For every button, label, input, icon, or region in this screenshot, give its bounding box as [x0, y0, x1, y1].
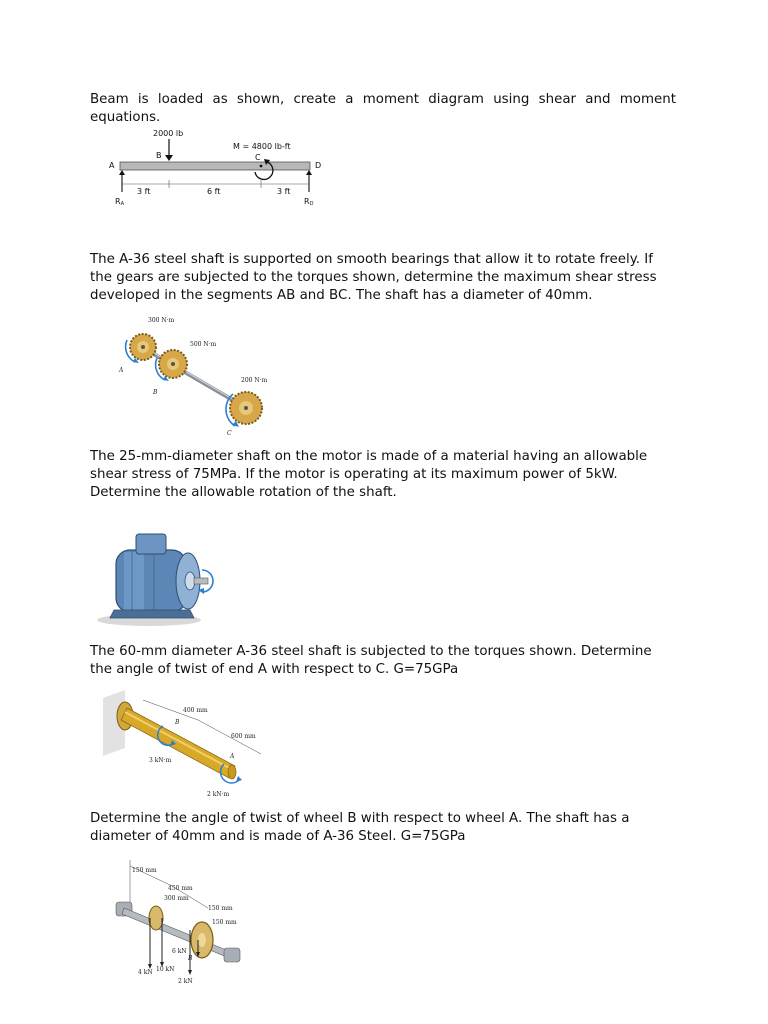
beam-moment-label: M = 4800 lb-ft: [233, 142, 291, 151]
torque-b-label: 500 N·m: [190, 341, 217, 348]
span-cd-label: 3 ft: [277, 187, 291, 196]
shaft-end: [228, 765, 236, 779]
torque-a-label: 300 N·m: [148, 317, 175, 324]
force-4kn-label: 4 kN: [138, 969, 153, 976]
problem-5-text: Determine the angle of twist of wheel B with respect to wheel A. The shaft has a diameter of 40mm and is made of A-36 Steel. G=75GPa: [90, 811, 630, 844]
wheel-a: [149, 906, 163, 930]
dim-2-label: 450 mm: [168, 885, 193, 892]
span-bc-label: 6 ft: [207, 187, 221, 196]
problem-1-text: Beam is loaded as shown, create a moment diagram using shear and moment equations.: [90, 92, 676, 125]
gear-a: [126, 334, 156, 363]
dim-4-label: 150 mm: [208, 905, 233, 912]
beam-figure: [105, 124, 330, 209]
beam-bar: [120, 162, 310, 170]
gear-shaft-figure: [115, 314, 275, 439]
shaft: [140, 346, 243, 406]
torque-2-label: 2 kN·m: [207, 791, 230, 798]
problem-4-text: The 60-mm diameter A-36 steel shaft is subjected to the torques shown. Determine the angle of twist of end A with respect to C. G=75GPa: [90, 644, 652, 677]
load-arrowhead: [165, 155, 173, 161]
point-c-label: C: [255, 153, 261, 162]
reaction-d-label: RD: [304, 197, 314, 207]
point-d-label: D: [315, 161, 322, 170]
span-ab-label: 3 ft: [137, 187, 151, 196]
motor-figure: [94, 524, 214, 630]
gear-b-label: B: [153, 389, 158, 396]
force-6kn-label: 6 kN: [172, 948, 187, 955]
gear-b: [156, 350, 187, 381]
terminal-box: [136, 534, 166, 554]
wheels-figure: [110, 856, 245, 991]
length-1-label: 400 mm: [183, 707, 208, 714]
motor-base: [110, 610, 194, 618]
point-a-label: A: [230, 753, 235, 760]
torque-3-label: 3 kN·m: [149, 757, 172, 764]
point-a-label: A: [109, 161, 115, 170]
reaction-a-label: RA: [115, 197, 124, 207]
gear-a-label: A: [119, 367, 124, 374]
twist-shaft-figure: [103, 688, 268, 800]
beam-load-label: 2000 lb: [153, 129, 184, 138]
problem-3-text: The 25-mm-diameter shaft on the motor is made of a material having an allowable shear stress of 75MPa. If the motor is operating at its maximum power of 5kW. Determine the allowable rotation of the shaft.: [90, 449, 648, 500]
motor-shaft: [194, 578, 208, 584]
wheel-b-label: B: [188, 955, 193, 962]
dim-3-label: 300 mm: [164, 895, 189, 902]
dim-5-label: 150 mm: [212, 919, 237, 926]
torque-c-label: 200 N·m: [241, 377, 268, 384]
force-2kn-label: 2 kN: [178, 978, 193, 985]
length-2-label: 600 mm: [231, 733, 256, 740]
force-10kn-label: 10 kN: [156, 966, 175, 973]
point-b-label: B: [175, 719, 180, 726]
problem-2-text: The A-36 steel shaft is supported on smooth bearings that allow it to rotate freely. If the gears are subjected to the torques shown, determine the maximum shear stress developed in the segments AB and BC. The shaft has a diameter of 40mm.: [90, 252, 657, 303]
point-b-label: B: [156, 151, 162, 160]
bearing-right: [224, 948, 240, 962]
dim-1-label: 150 mm: [132, 867, 157, 874]
gear-c-label: C: [227, 430, 232, 437]
